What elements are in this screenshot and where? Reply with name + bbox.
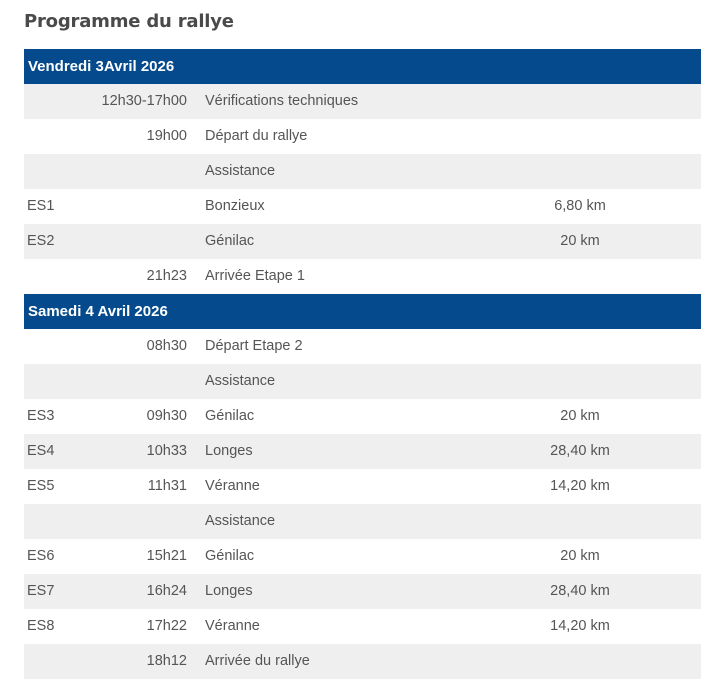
event-time: 08h30 — [146, 338, 187, 354]
event-time: 19h00 — [146, 128, 187, 144]
event-label: Génilac — [205, 408, 255, 424]
schedule-row — [24, 469, 701, 504]
stage-distance: 28,40 km — [550, 583, 610, 599]
schedule-table — [24, 49, 701, 679]
event-time: 10h33 — [146, 443, 187, 459]
event-label: Assistance — [205, 373, 276, 389]
schedule-row — [24, 84, 701, 119]
event-label: Vérifications techniques — [205, 93, 359, 109]
schedule-row — [24, 574, 701, 609]
schedule-row — [24, 504, 701, 539]
stage-code: ES5 — [27, 478, 55, 494]
stage-distance: 6,80 km — [554, 198, 606, 214]
stage-distance: 20 km — [560, 408, 600, 424]
stage-distance: 20 km — [560, 233, 600, 249]
schedule-row — [24, 539, 701, 574]
schedule-row — [24, 154, 701, 189]
stage-code: ES1 — [27, 198, 55, 214]
stage-code: ES4 — [27, 443, 55, 459]
schedule-row — [24, 609, 701, 644]
event-label: Départ du rallye — [205, 128, 308, 144]
event-time: 12h30-17h00 — [101, 93, 187, 109]
schedule-row — [24, 644, 701, 679]
event-time: 15h21 — [146, 548, 187, 564]
stage-code: ES2 — [27, 233, 55, 249]
event-label: Génilac — [205, 233, 255, 249]
event-time: 11h31 — [147, 478, 187, 494]
stage-code: ES6 — [27, 548, 55, 564]
event-label: Départ Etape 2 — [205, 338, 303, 354]
event-label: Assistance — [205, 513, 276, 529]
stage-distance: 20 km — [560, 548, 600, 564]
stage-code: ES3 — [27, 408, 55, 424]
event-time: 09h30 — [146, 408, 187, 424]
event-time: 21h23 — [146, 268, 187, 284]
schedule-row — [24, 224, 701, 259]
schedule-row — [24, 259, 701, 294]
event-label: Arrivée Etape 1 — [205, 268, 305, 284]
schedule-row — [24, 329, 701, 364]
event-label: Véranne — [205, 618, 260, 634]
stage-distance: 14,20 km — [550, 618, 610, 634]
event-time: 16h24 — [146, 583, 187, 599]
event-label: Assistance — [205, 163, 276, 179]
event-label: Bonzieux — [205, 198, 265, 214]
schedule-row — [24, 434, 701, 469]
schedule-row — [24, 189, 701, 224]
stage-code: ES8 — [27, 618, 55, 634]
schedule-row — [24, 399, 701, 434]
stage-distance: 14,20 km — [550, 478, 610, 494]
event-label: Arrivée du rallye — [205, 653, 310, 669]
event-label: Véranne — [205, 478, 260, 494]
stage-distance: 28,40 km — [550, 443, 610, 459]
event-time: 18h12 — [146, 653, 187, 669]
stage-code: ES7 — [27, 583, 55, 599]
event-time: 17h22 — [146, 618, 187, 634]
schedule-row — [24, 119, 701, 154]
event-label: Longes — [205, 583, 253, 599]
page-title: Programme du rallye — [24, 11, 234, 32]
day-header: Samedi 4 Avril 2026 — [24, 294, 701, 329]
day-header: Vendredi 3Avril 2026 — [24, 49, 701, 84]
schedule-row — [24, 364, 701, 399]
event-label: Longes — [205, 443, 253, 459]
event-label: Génilac — [205, 548, 255, 564]
